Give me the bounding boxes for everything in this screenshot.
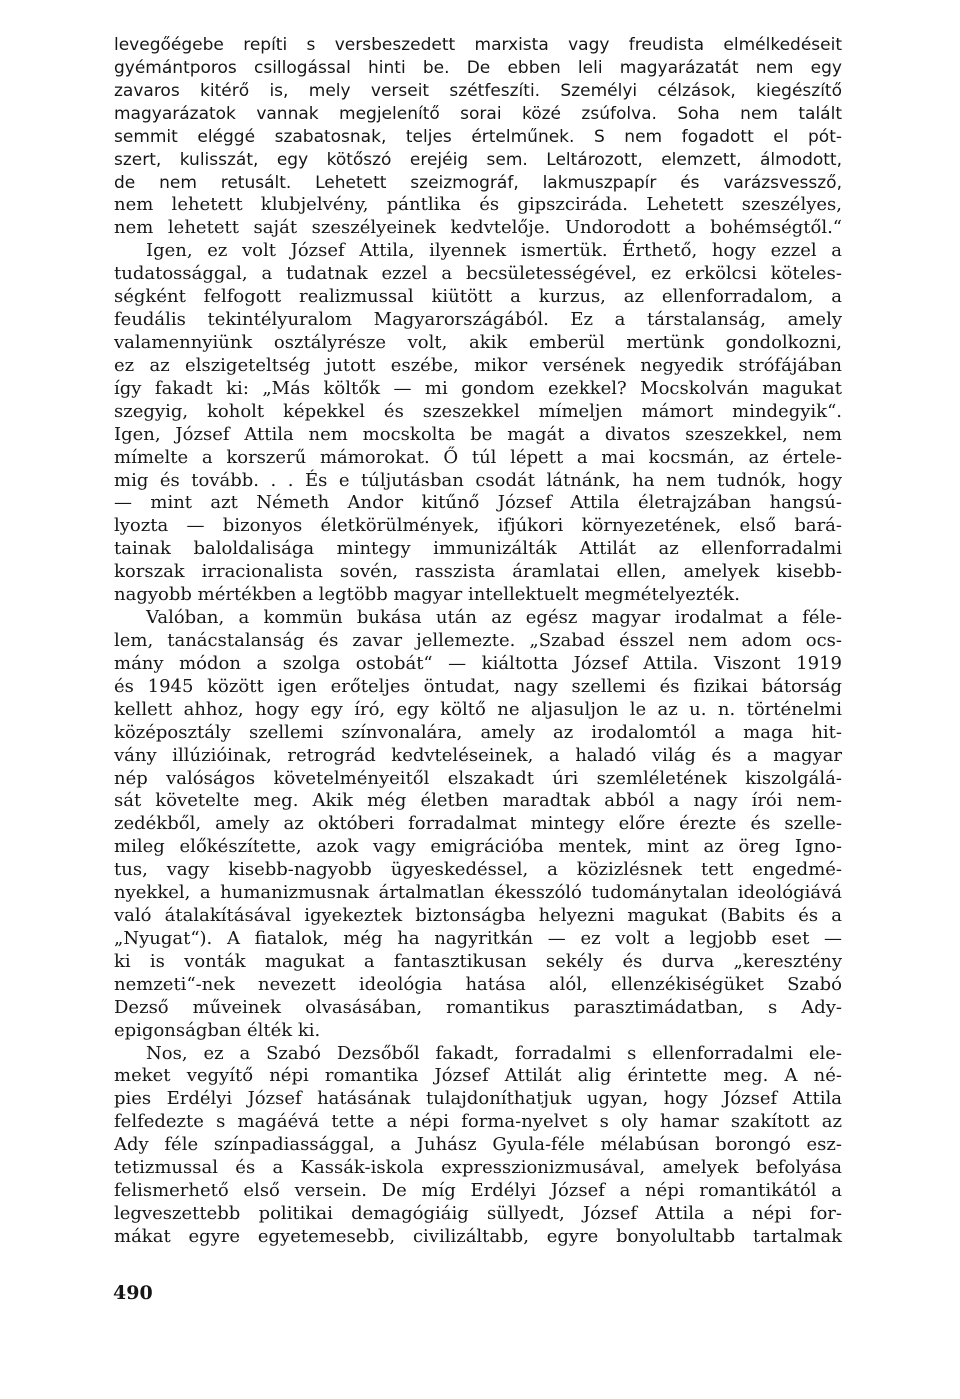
text-line: nemzeti“-nek nevezett ideológia hatása alól, ellenzékiségüket Szabó: [114, 973, 842, 995]
text-line: így fakadt ki: „Más költők — mi gondom ezekkel? Mocskolván magukat: [114, 377, 842, 399]
text-line: korszak irracionalista sovén, rasszista áramlatai ellen, amelyek kisebb-: [114, 561, 842, 583]
text-line: levegőégebe repíti s versbeszedett marxista vagy freudista elmélkedéseit: [114, 35, 842, 55]
text-line: tus, vagy kisebb-nagyobb ügyeskedéssel, a közizlésnek tett engedmé-: [114, 859, 842, 881]
text-line: lyozta — bizonyos életkörülmények, ifjúkori környezetének, első bará-: [114, 515, 842, 537]
text-line: feudális tekintélyuralom Magyarországából. Ez a társtalanság, amely: [114, 309, 842, 331]
text-line: „Nyugat“). A fiatalok, még ha nagyritkán — ez volt a legjobb eset —: [114, 927, 842, 949]
text-line: semmit eléggé szabatosnak, teljes értelműnek. S nem fogadott el pót-: [114, 126, 842, 147]
text-column: [114, 34, 842, 1249]
text-line: nép valóságos követelményeitől elszakadt úri szemléletének kiszolgálá-: [114, 767, 842, 789]
page-number: 490: [113, 1282, 153, 1304]
text-line: nem lehetett klubjelvény, pántlika és gipszcirádа. Lehetett szeszélyes,: [114, 194, 842, 216]
text-line: Ady féle színpadiassággal, a Juhász Gyula-féle mélabúsan borongó esz-: [114, 1134, 842, 1156]
text-line: kellett ahhoz, hogy egy író, egy költő ne aljasuljon le az u. n. történelmi: [114, 698, 842, 720]
text-line: zedékből, amely az októberi forradalmat mintegy előre érezte és szelle-: [114, 813, 842, 835]
text-line: nem lehetett saját szeszélyeinek kedvtelője. Undorodott a bohémségtől.“: [114, 217, 842, 239]
text-line: Igen, ez volt József Attila, ilyennek ismertük. Érthető, hogy ezzel a: [146, 240, 842, 262]
text-line: de nem retusált. Lehetett szeizmográf, lakmuszpapír és varázsvessző,: [114, 172, 842, 193]
text-line: tudatossággal, a tudatnak ezzel a becsületességével, ez erkölcsi köteles-: [114, 263, 842, 285]
text-line: tetizmussal és a Kassák-iskola expresszionizmusával, amelyek befolyása: [114, 1157, 842, 1179]
text-line: Dezső műveinek olvasásában, romantikus parasztimádatban, s Ady-: [114, 996, 842, 1018]
text-line: gyémántporos csillogással hinti be. De ebben leli magyarázatát nem egy: [114, 57, 842, 78]
text-line: Valóban, a kommün bukása után az egész magyar irodalmat a féle-: [146, 607, 842, 629]
text-line: valamennyiünk osztályrésze volt, akik emberül mertünk gondolkozni,: [114, 331, 842, 353]
text-line: mímelte a korszerű mámorokat. Ő túl lépett a mai kocsmán, az értele-: [114, 446, 842, 468]
text-line: mig és tovább. . . És e túljutásban csodát látnánk, ha nem tudnók, hogy: [114, 469, 842, 491]
text-line: szert, kulisszát, egy kötőszó erejéig sem. Leltározott, elemzett, álmodott,: [114, 149, 842, 170]
text-line: nagyobb mértékben a legtöbb magyar intellektuelt megmételyezték.: [114, 584, 740, 606]
text-line: epigonságban élték ki.: [114, 1019, 321, 1041]
text-line: felismerhető első versein. De míg Erdélyi József a népi romantikától a: [114, 1180, 842, 1202]
text-line: mileg előkészítette, azok vagy emigrációba mentek, mint az öreg Igno-: [114, 836, 842, 858]
text-line: sát követelte meg. Akik még életben maradtak abból a nagy írói nem-: [114, 790, 842, 812]
text-line: mákat egyre egyetemesebb, civilizáltabb, egyre bonyolultabb tartalmak: [114, 1225, 842, 1247]
text-line: ez az elszigeteltség jutott eszébe, mikor versének negyedik strófájában: [114, 354, 842, 376]
text-line: Igen, József Attila nem mocskolta be magát a divatos szeszekkel, nem: [114, 423, 842, 445]
text-line: legveszettebb politikai demagógiáig süllyedt, József Attila a népi for-: [114, 1203, 842, 1225]
text-line: Nos, ez a Szabó Dezsőből fakadt, forradalmi s ellenforradalmi ele-: [146, 1042, 842, 1064]
text-line: vány illúzióinak, retrográd kedvteléseinek, a haladó világ és a magyar: [114, 744, 842, 766]
text-line: magyarázatok vannak megjelenítő sorai közé zsúfolva. Soha nem talált: [114, 103, 842, 124]
text-line: lem, tanácstalanság és zavar jellemezte. „Szabad ésszel nem adom ocs-: [114, 629, 842, 651]
text-line: ki is vonták magukat a fantasztikusan sekély és durva „keresztény: [114, 950, 842, 972]
text-line: felfedezte s magáévá tette a népi forma-nyelvet s oly hamar szakított az: [114, 1111, 842, 1133]
text-line: meket vegyítő népi romantika József Attilát alig érintette meg. A né-: [114, 1065, 842, 1087]
text-line: — mint azt Németh Andor kitűnő József Attila életrajzában hangsú-: [114, 492, 842, 514]
text-line: és 1945 között igen erőteljes öntudat, nagy szellemi és fizikai bátorság: [114, 675, 842, 697]
text-line: ségként felfogott realizmussal kiütött a kurzus, az ellenforradalom, a: [114, 286, 842, 308]
text-line: zavaros kitérő is, mely verseit szétfeszíti. Személyi célzások, kiegészítő: [114, 80, 842, 101]
text-line: szegyig, koholt képekkel és szeszekkel mímeljen mámort mindegyik“.: [114, 400, 842, 422]
text-line: való átalakításával igyekeztek biztonságba helyezni magukat (Babits és a: [114, 905, 842, 927]
text-line: pies Erdélyi József hatásának tulajdoníthatjuk ugyan, hogy József Attila: [114, 1088, 842, 1110]
text-line: középosztály szellemi színvonalára, amely az irodalomtól a maga hit-: [114, 721, 842, 743]
text-line: mány módon a szolga ostobát“ — kiáltotta József Attila. Viszont 1919: [114, 652, 842, 674]
text-line: tainak baloldalisága mintegy immunizálták Attilát az ellenforradalmi: [114, 538, 842, 560]
text-line: nyekkel, a humanizmusnak ártalmatlan ékesszóló tudománytalan ideológiává: [114, 882, 842, 904]
